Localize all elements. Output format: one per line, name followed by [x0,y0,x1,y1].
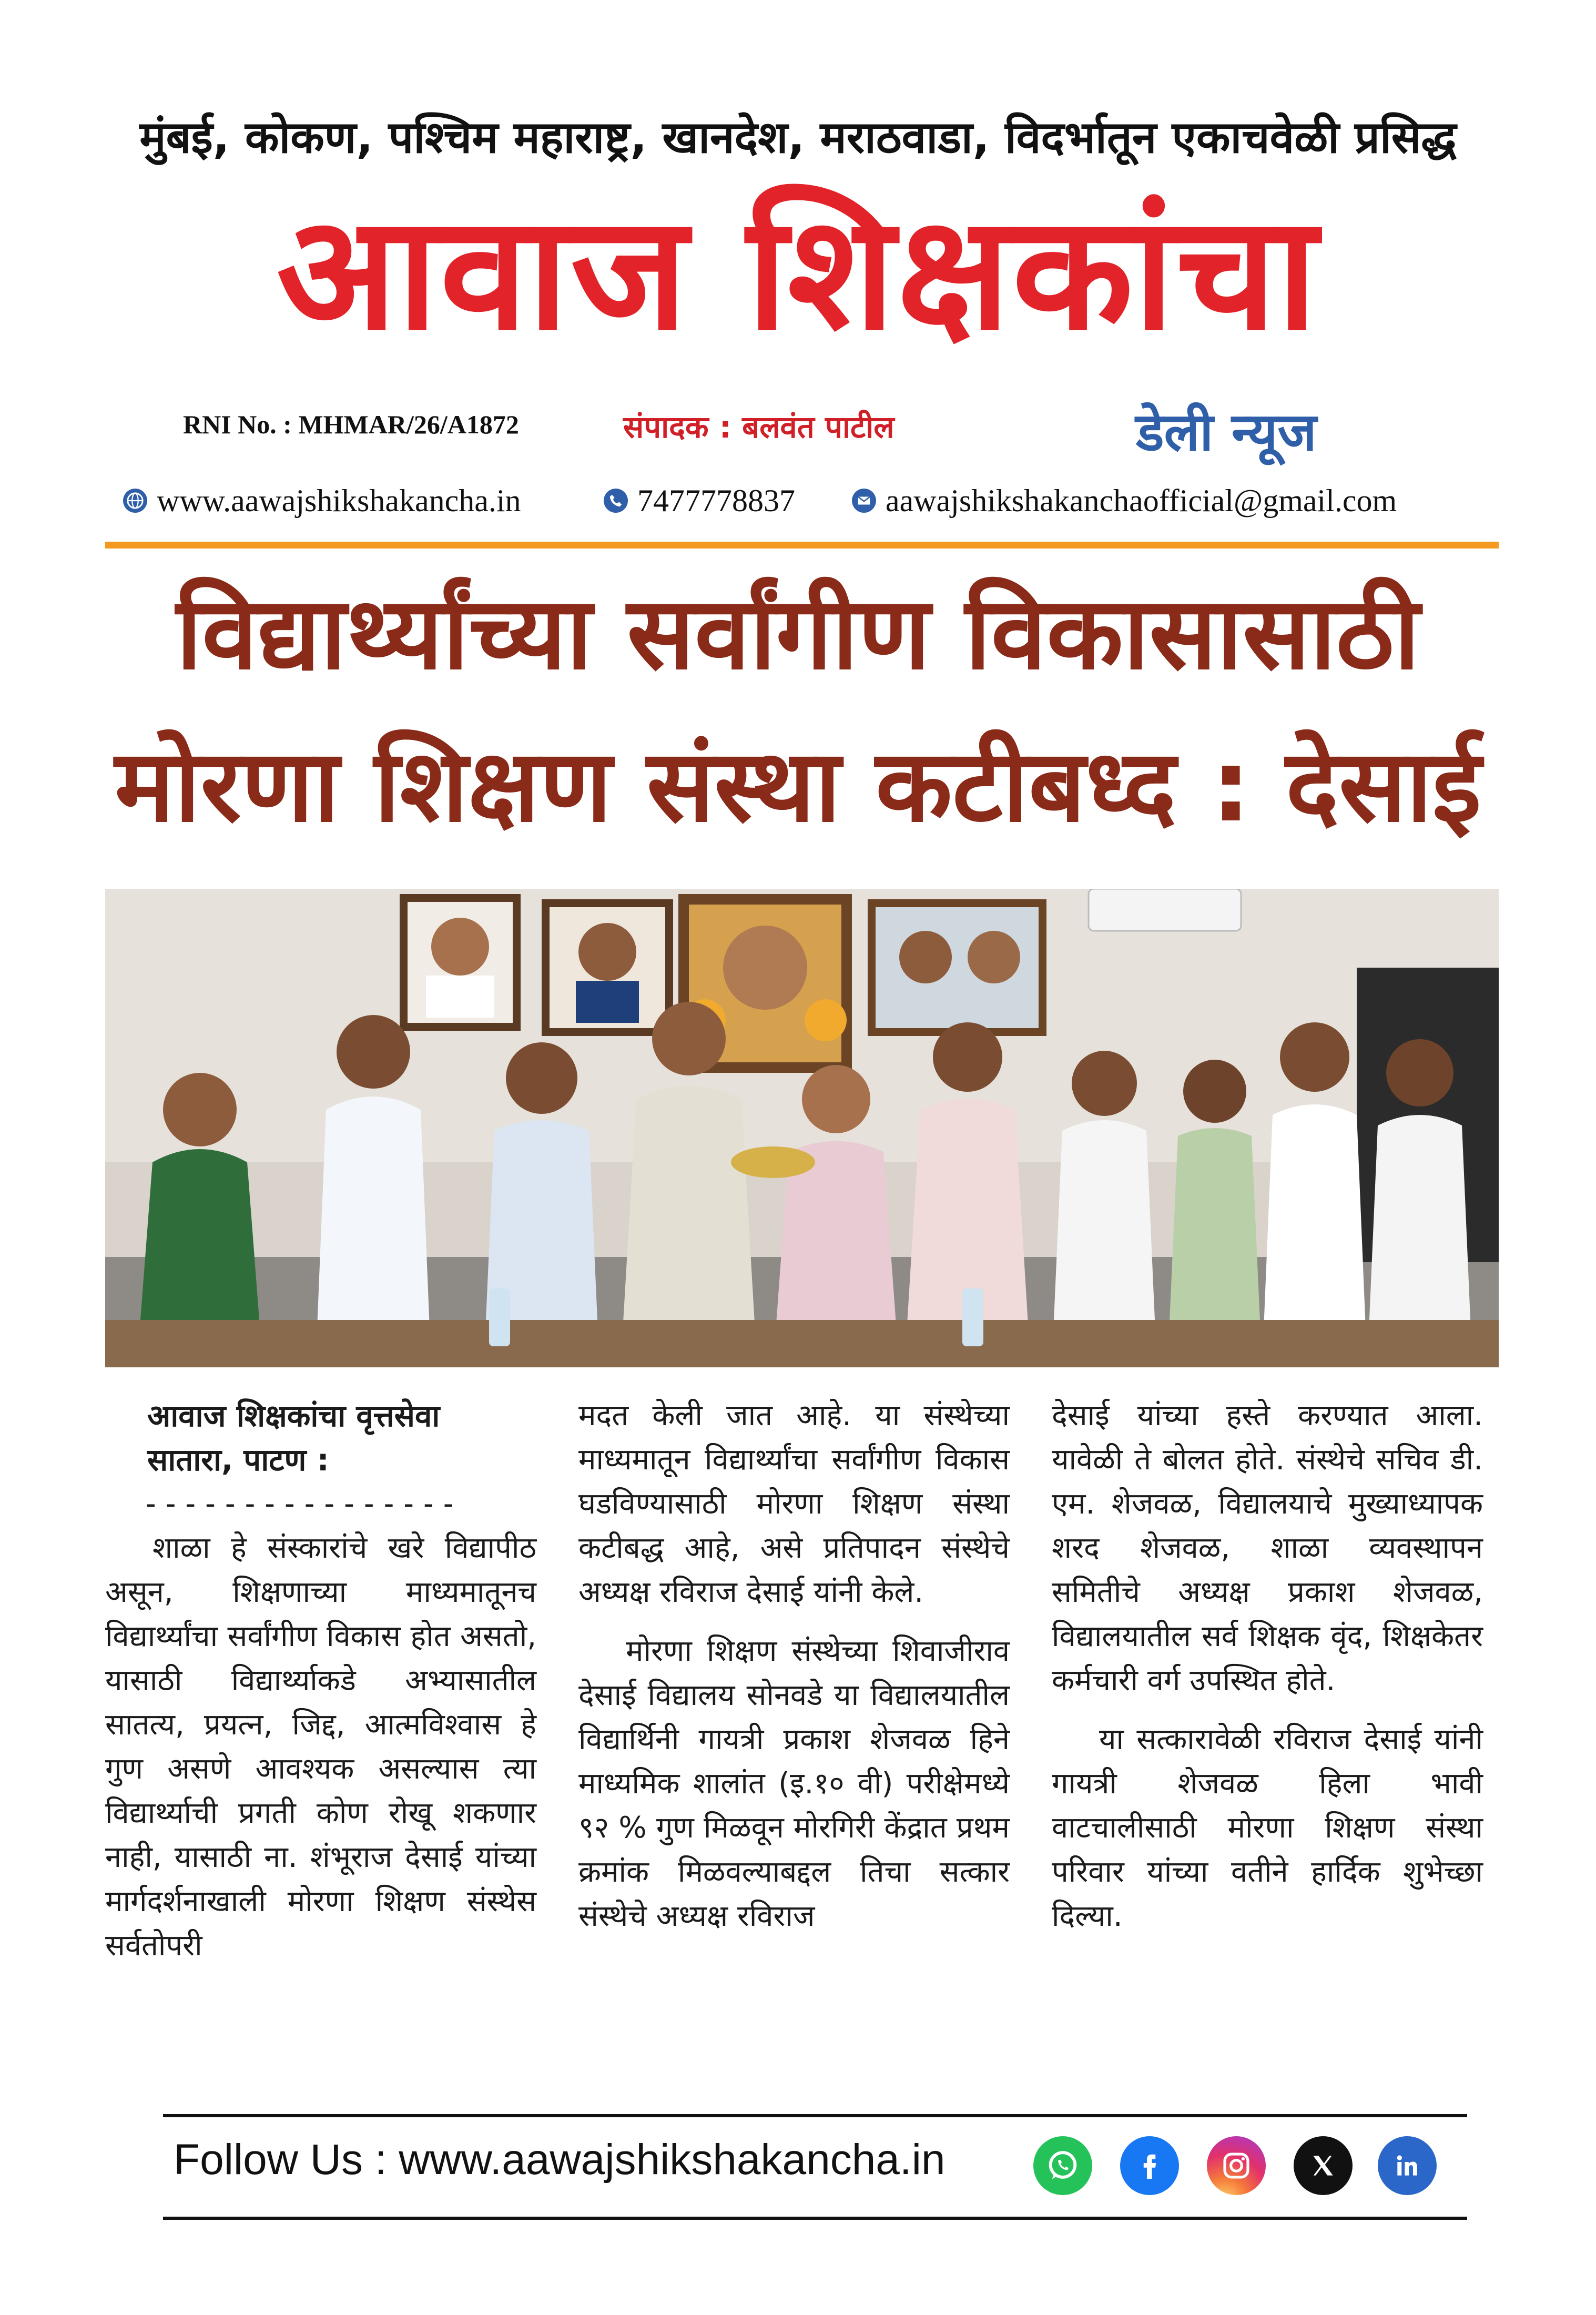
rni-number: RNI No. : MHMAR/26/A1872 [183,410,519,439]
article-paragraph: मदत केली जात आहे. या संस्थेच्या माध्यमातून विद्यार्थ्यांचा सर्वांगीण विकास घडविण्यासाठी मोरणा शिक्षण संस्था कटीबद्ध आहे, असे प्रतिपादन संस्थेचे अध्यक्ष रविराज देसाई यांनी केले. [578,1398,1010,1609]
footer-divider-bottom [163,2217,1467,2220]
editor-name: संपादक : बलवंत पाटील [623,409,894,445]
article-paragraph: मोरणा शिक्षण संस्थेच्या शिवाजीराव देसाई विद्यालय सोनवडे या विद्यालयातील विद्यार्थिनी गायत्री प्रकाश शेजवळ हिने माध्यमिक शालांत (इ.१० वी) परीक्षेमध्ये ९२ % गुण मिळवून मोरगिरी केंद्रात प्रथम क्रमांक मिळवल्याबद्दल तिचा सत्कार संस्थेचे अध्यक्ष रविराज [578,1634,1010,1933]
linkedin-icon[interactable] [1378,2136,1437,2195]
masthead-tagline: मुंबई, कोकण, पश्चिम महाराष्ट्र, खानदेश, मराठवाडा, विदर्भातून एकाचवेळी प्रसिद्ध [139,111,1457,163]
byline-dateline: सातारा, पाटण : [147,1442,329,1478]
article-column-2 [578,1394,1010,1953]
email-address[interactable]: aawajshikshakanchaofficial@gmail.com [886,483,1397,518]
article-paragraph: देसाई यांच्या हस्ते करण्यात आला. यावेळी ते बोलत होते. संस्थेचे सचिव डी. एम. शेजवळ, विद्यालयाचे मुख्याध्यापक शरद शेजवळ, शाळा व्यवस्थापन समितीचे अध्यक्ष प्रकाश शेजवळ, विद्यालयातील सर्व शिक्षक वृंद, शिक्षकेतर कर्मचारी वर्ग उपस्थित होते. [1052,1398,1483,1698]
globe-icon [123,489,147,513]
contact-website[interactable] [123,480,521,522]
phone-number[interactable]: 7477778837 [637,483,795,518]
masthead-divider [105,542,1499,549]
newspaper-title: आवाज शिक्षकांचा [276,181,1320,365]
x-icon[interactable] [1294,2136,1353,2195]
facebook-icon[interactable] [1120,2136,1179,2195]
news-photo [105,889,1499,1367]
whatsapp-icon[interactable] [1033,2136,1092,2195]
daily-news-label: डेली न्यूज [1136,401,1317,463]
contact-email[interactable] [852,480,1397,522]
byline-divider: ---------------- [142,1487,460,1521]
footer-divider-top [163,2114,1467,2117]
article-paragraph: शाळा हे संस्कारांचे खरे विद्यापीठ असून, शिक्षणाच्या माध्यमातूनच विद्यार्थ्यांचा सर्वांगीण विकास होत असतो, यासाठी विद्यार्थ्याकडे अभ्यासातील सातत्य, प्रयत्न, जिद्द, आत्मविश्वास हे गुण असणे आवश्यक असल्यास त्या विद्यार्थ्याची प्रगती कोण रोखू शकणार नाही, यासाठी ना. शंभूराज देसाई यांच्या मार्गदर्शनाखाली मोरणा शिक्षण संस्थेस सर्वतोपरी [105,1531,536,1963]
article-paragraph: या सत्कारावेळी रविराज देसाई यांनी गायत्री शेजवळ हिला भावी वाटचालीसाठी मोरणा शिक्षण संस्था परिवार यांच्या वतीने हार्दिक शुभेच्छा दिल्या. [1052,1722,1483,1933]
instagram-icon[interactable] [1207,2136,1266,2195]
headline-line-1: विद्यार्थ्यांच्या सर्वांगीण विकासासाठी [176,575,1420,692]
byline-agency: आवाज शिक्षकांचा वृत्तसेवा [147,1398,440,1434]
website-link[interactable]: www.aawajshikshakancha.in [157,483,521,518]
article-column-1 [105,1394,536,1983]
phone-icon [604,489,628,513]
contact-phone[interactable] [604,480,795,522]
article-column-3 [1052,1394,1483,1953]
mail-icon [852,489,876,513]
headline-line-2: मोरणा शिक्षण संस्था कटीबध्द : देसाई [115,728,1481,844]
follow-us-link[interactable]: Follow Us : www.aawajshikshakancha.in [174,2136,946,2184]
